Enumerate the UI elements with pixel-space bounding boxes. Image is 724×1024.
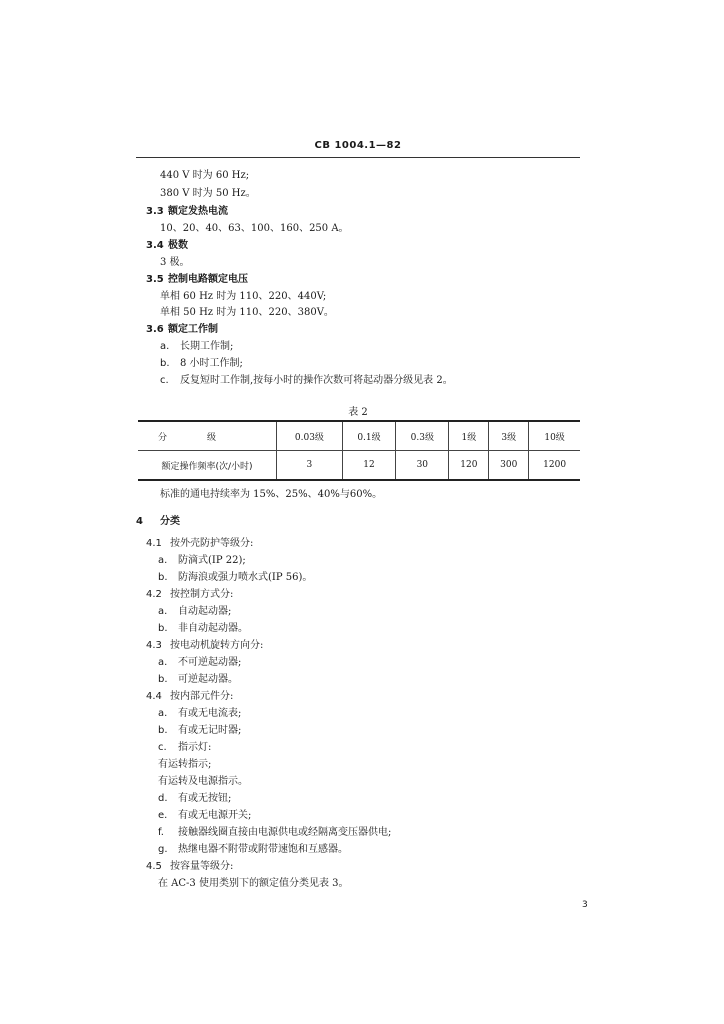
subsection-heading <box>146 861 233 873</box>
item-text: 防海浪或强力喷水式(IP 56)。 <box>178 572 313 583</box>
text-line: 在 AC-3 使用类别下的额定值分类见表 3。 <box>158 878 349 889</box>
table-cell-value: 30 <box>396 451 449 481</box>
item-mark: a. <box>160 341 170 352</box>
table-header-label: 分级 <box>138 421 277 451</box>
table-cell-value: 3 <box>277 451 343 481</box>
item-mark: g. <box>158 844 168 855</box>
item-mark: a. <box>158 606 168 617</box>
list-item <box>158 657 241 669</box>
section-3-4-heading <box>146 240 188 252</box>
item-text: 可逆起动器。 <box>178 674 238 685</box>
item-text: 防滴式(IP 22); <box>178 555 246 566</box>
text-line: 有运转指示; <box>158 759 212 770</box>
text-line: 10、20、40、63、100、160、250 A。 <box>160 223 349 234</box>
table-cell-grade: 0.03级 <box>277 421 343 451</box>
list-item <box>158 674 238 686</box>
table-caption: 表 2 <box>348 407 368 418</box>
table-cell-value: 1200 <box>529 451 580 481</box>
table-cell-grade: 0.3级 <box>396 421 449 451</box>
subsection-number: 4.3 <box>146 640 162 651</box>
table-cell-grade: 10级 <box>529 421 580 451</box>
subsection-number: 4.5 <box>146 861 162 872</box>
section-title: 额定发热电流 <box>168 206 228 217</box>
subsection-number: 4.1 <box>146 538 162 549</box>
item-text: 8 小时工作制; <box>180 358 243 369</box>
list-item <box>158 606 231 618</box>
table-cell-value: 120 <box>449 451 489 481</box>
page-number: 3 <box>582 900 588 910</box>
list-item <box>158 844 348 856</box>
table-header-row <box>138 421 580 451</box>
item-mark: c. <box>160 375 169 386</box>
section-3-5-heading <box>146 274 248 286</box>
section-3-3-heading <box>146 206 228 218</box>
item-mark: e. <box>158 810 168 821</box>
text-line: 单相 50 Hz 时为 110、220、380V。 <box>160 307 334 318</box>
item-text: 反复短时工作制,按每小时的操作次数可将起动器分级见表 2。 <box>180 375 453 386</box>
subsection-heading <box>146 691 233 703</box>
list-item <box>158 555 246 567</box>
table-note: 标准的通电持续率为 15%、25%、40%与60%。 <box>160 489 383 500</box>
section-3-6-heading <box>146 324 218 336</box>
list-item <box>160 375 453 387</box>
text-line: 440 V 时为 60 Hz; <box>160 170 250 181</box>
item-text: 有或无电流表; <box>178 708 242 719</box>
item-text: 有或无电源开关; <box>178 810 252 821</box>
list-item <box>158 827 391 839</box>
subsection-heading <box>146 538 253 550</box>
item-mark: c. <box>158 742 167 753</box>
list-item <box>158 725 241 737</box>
item-text: 接触器线圈直接由电源供电或经隔离变压器供电; <box>178 827 392 838</box>
list-item <box>160 341 233 353</box>
table-row <box>138 451 580 481</box>
section-number: 4 <box>136 516 143 527</box>
section-title: 额定工作制 <box>168 324 218 335</box>
section-number: 3.5 <box>146 274 164 285</box>
item-mark: a. <box>158 657 168 668</box>
table-cell-grade: 3级 <box>489 421 529 451</box>
table-cell-grade: 0.1级 <box>342 421 395 451</box>
section-number: 3.3 <box>146 206 164 217</box>
item-text: 有或无按钮; <box>178 793 232 804</box>
table-cell-value: 12 <box>342 451 395 481</box>
list-item <box>158 572 312 584</box>
header-rule <box>136 157 580 158</box>
table-row-label: 额定操作频率(次/小时) <box>138 451 277 481</box>
subsection-text: 按容量等级分: <box>170 861 234 872</box>
table-cell-grade: 1级 <box>449 421 489 451</box>
section-title: 分类 <box>160 516 180 527</box>
list-item <box>158 623 248 635</box>
item-text: 不可逆起动器; <box>178 657 242 668</box>
item-text: 自动起动器; <box>178 606 232 617</box>
list-item <box>158 793 231 805</box>
subsection-text: 按控制方式分: <box>170 589 234 600</box>
section-title: 控制电路额定电压 <box>168 274 248 285</box>
item-text: 热继电器不附带或附带速饱和互感器。 <box>178 844 348 855</box>
list-item <box>158 708 241 720</box>
item-text: 非自动起动器。 <box>178 623 248 634</box>
text-line: 有运转及电源指示。 <box>158 776 248 787</box>
section-number: 3.6 <box>146 324 164 335</box>
section-4-heading <box>136 516 180 528</box>
item-mark: a. <box>158 708 168 719</box>
item-mark: b. <box>158 572 168 583</box>
list-item <box>158 810 251 822</box>
subsection-heading <box>146 640 263 652</box>
item-text: 长期工作制; <box>180 341 234 352</box>
text-line: 单相 60 Hz 时为 110、220、440V; <box>160 291 327 302</box>
subsection-text: 按外壳防护等级分: <box>170 538 254 549</box>
item-mark: f. <box>158 827 164 838</box>
list-item <box>158 742 211 754</box>
item-text: 有或无记时器; <box>178 725 242 736</box>
table-cell-value: 300 <box>489 451 529 481</box>
item-mark: b. <box>158 725 168 736</box>
subsection-heading <box>146 589 233 601</box>
list-item <box>160 358 243 370</box>
item-mark: b. <box>158 674 168 685</box>
item-mark: a. <box>158 555 168 566</box>
subsection-number: 4.4 <box>146 691 162 702</box>
document-code-header: CB 1004.1—82 <box>314 140 402 151</box>
item-mark: b. <box>158 623 168 634</box>
item-mark: b. <box>160 358 170 369</box>
item-mark: d. <box>158 793 168 804</box>
text-line: 380 V 时为 50 Hz。 <box>160 188 256 199</box>
subsection-text: 按内部元件分: <box>170 691 234 702</box>
section-title: 极数 <box>168 240 188 251</box>
subsection-text: 按电动机旋转方向分: <box>170 640 264 651</box>
item-text: 指示灯: <box>178 742 212 753</box>
grade-table <box>138 420 580 481</box>
subsection-number: 4.2 <box>146 589 162 600</box>
text-line: 3 极。 <box>160 257 190 268</box>
section-number: 3.4 <box>146 240 164 251</box>
